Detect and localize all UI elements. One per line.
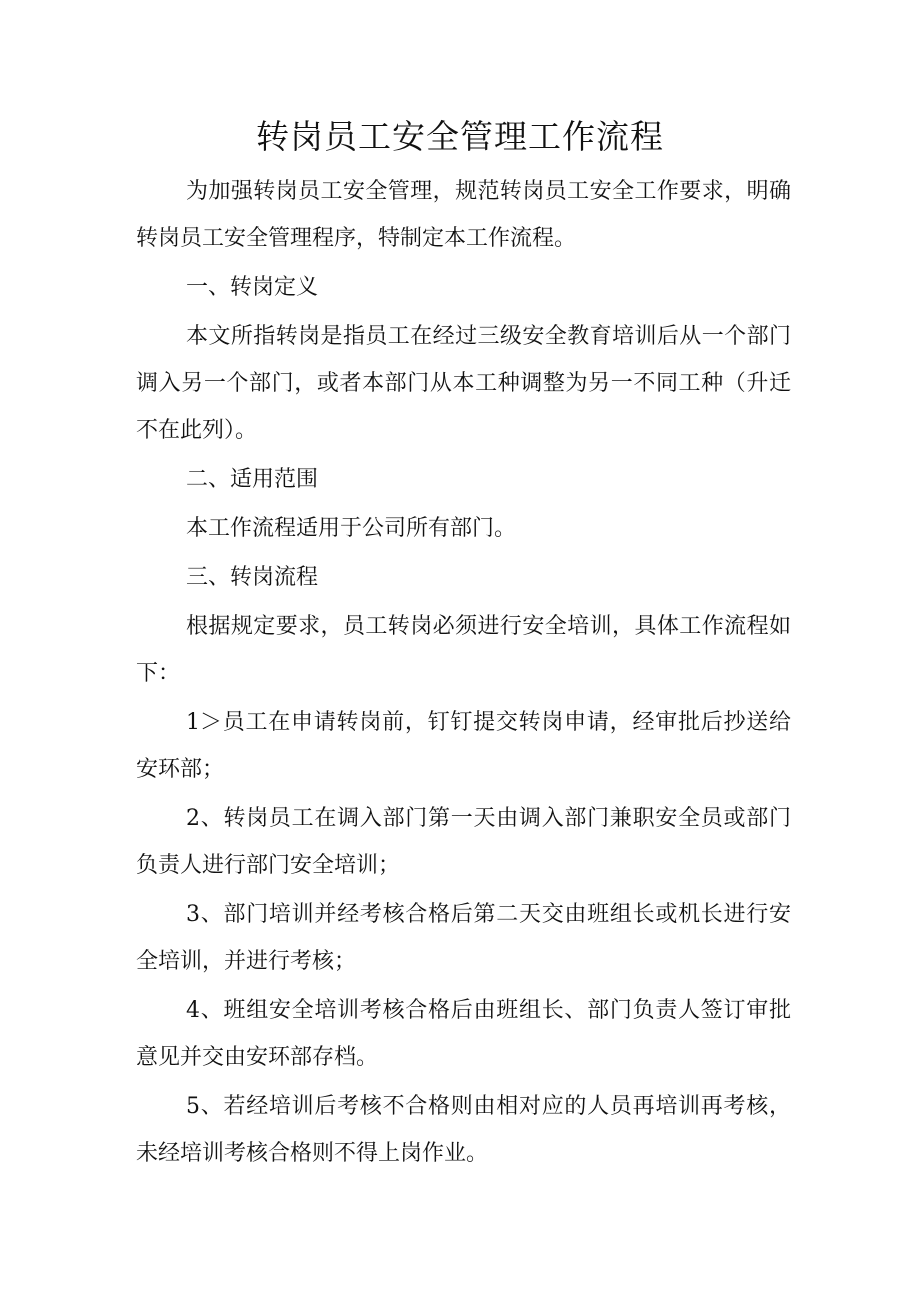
process-step-5: 5、若经培训后考核不合格则由相对应的人员再培训再考核，未经培训考核合格则不得上岗作业。 (136, 1094, 791, 1166)
section-heading-process: 三、转岗流程 (186, 565, 319, 590)
document-body (136, 168, 791, 1177)
document-title: 转岗员工安全管理工作流程 (256, 117, 664, 156)
section-heading-scope: 二、适用范围 (186, 467, 319, 492)
process-step-1: 1＞员工在申请转岗前，钉钉提交转岗申请，经审批后抄送给安环部； (136, 710, 791, 782)
process-step-3: 3、部门培训并经考核合格后第二天交由班组长或机长进行安全培训，并进行考核； (136, 902, 791, 974)
section-heading-definition: 一、转岗定义 (186, 275, 319, 300)
process-step-2: 2、转岗员工在调入部门第一天由调入部门兼职安全员或部门负责人进行部门安全培训； (136, 806, 791, 878)
section-text-definition: 本文所指转岗是指员工在经过三级安全教育培训后从一个部门调入另一个部门，或者本部门从本工种调整为另一不同工种（升迁不在此列）。 (136, 324, 791, 443)
section-text-scope: 本工作流程适用于公司所有部门。 (186, 516, 517, 541)
section-text-process: 根据规定要求，员工转岗必须进行安全培训，具体工作流程如下： (136, 614, 791, 686)
intro-paragraph: 为加强转岗员工安全管理，规范转岗员工安全工作要求，明确转岗员工安全管理程序，特制定本工作流程。 (136, 179, 791, 251)
process-step-4: 4、班组安全培训考核合格后由班组长、部门负责人签订审批意见并交由安环部存档。 (136, 998, 791, 1070)
